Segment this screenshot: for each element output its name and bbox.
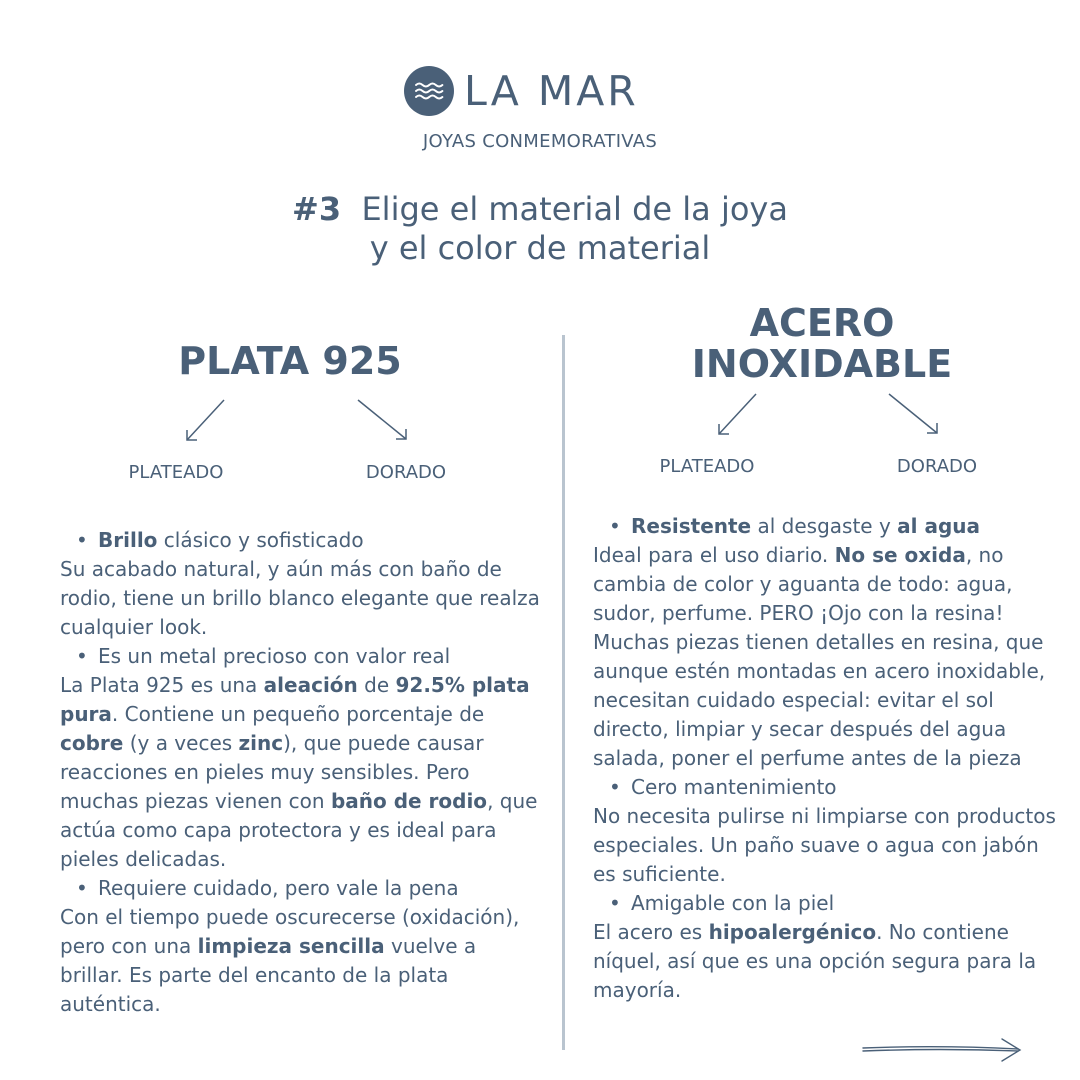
emphasis-text: No se oxida bbox=[834, 543, 966, 567]
brand-logo bbox=[404, 66, 674, 120]
bullet-icon: • bbox=[76, 876, 88, 900]
left-column-body bbox=[60, 526, 540, 1019]
step-number: #3 bbox=[292, 190, 342, 228]
bullet-point bbox=[60, 526, 540, 555]
right-title-line2: INOXIDABLE bbox=[691, 342, 953, 386]
body-text: clásico y sofisticado bbox=[157, 528, 364, 552]
left-column-title: PLATA 925 bbox=[178, 339, 402, 383]
right-column-title bbox=[622, 303, 1022, 385]
emphasis-text: hipoalergénico bbox=[708, 920, 877, 944]
right-title-line1: ACERO bbox=[749, 301, 895, 345]
long-arrow-right-icon[interactable] bbox=[860, 1035, 1026, 1065]
brand-name: LA MAR bbox=[464, 67, 639, 115]
body-text: Con el tiempo puede oscurecerse (oxidación), pero con una bbox=[60, 905, 520, 958]
bullet-description bbox=[60, 555, 540, 642]
page-title-line1 bbox=[0, 190, 1080, 229]
page-title bbox=[0, 190, 1080, 268]
bullet-icon: • bbox=[76, 528, 88, 552]
bullet-point bbox=[60, 642, 540, 671]
bullet-description bbox=[60, 671, 540, 874]
page-title-line2: y el color de material bbox=[369, 229, 711, 267]
emphasis-text: zinc bbox=[238, 731, 284, 755]
body-text: , no cambia de color y aguanta de todo: agua, sudor, perfume. PERO ¡Ojo con la resina! Muchas piezas tienen detalles en resina, que aunque estén montadas en acero inoxidable, necesitan cuidado especial: evitar el sol directo, limpiar y secar después del agua salada, poner el perfume antes de la pieza bbox=[593, 543, 1046, 770]
title-text-1: Elige el material de la joya bbox=[361, 190, 788, 228]
bullet-icon: • bbox=[609, 891, 621, 915]
body-text: La Plata 925 es una bbox=[60, 673, 264, 697]
body-text: . Contiene un pequeño porcentaje de bbox=[111, 702, 485, 726]
body-text: El acero es bbox=[593, 920, 709, 944]
arrow-down-right-icon bbox=[887, 390, 941, 440]
bullet-point bbox=[593, 512, 1063, 541]
body-text: Cero mantenimiento bbox=[631, 775, 837, 799]
emphasis-text: cobre bbox=[60, 731, 124, 755]
body-text: Amigable con la piel bbox=[631, 891, 835, 915]
column-divider bbox=[562, 335, 565, 1050]
bullet-description bbox=[593, 802, 1063, 889]
body-text: Requiere cuidado, pero vale la pena bbox=[98, 876, 459, 900]
waves-icon bbox=[404, 66, 454, 116]
bullet-point bbox=[593, 889, 1063, 918]
bullet-icon: • bbox=[609, 775, 621, 799]
right-column-body bbox=[593, 512, 1063, 1005]
bullet-icon: • bbox=[76, 644, 88, 668]
bullet-icon: • bbox=[609, 514, 621, 538]
emphasis-text: Brillo bbox=[98, 528, 158, 552]
emphasis-text: al agua bbox=[897, 514, 981, 538]
body-text: de bbox=[357, 673, 396, 697]
bullet-point bbox=[593, 773, 1063, 802]
body-text: , que actúa como capa protectora y es ideal para pieles delicadas. bbox=[60, 789, 538, 871]
emphasis-text: Resistente bbox=[631, 514, 752, 538]
body-text: Ideal para el uso diario. bbox=[593, 543, 835, 567]
body-text: ), que puede causar reacciones en pieles muy sensibles. Pero muchas piezas vienen con bbox=[60, 731, 484, 813]
body-text: No necesita pulirse ni limpiarse con productos especiales. Un paño suave o agua con jabón es suficiente. bbox=[593, 804, 1056, 886]
bullet-point bbox=[60, 874, 540, 903]
emphasis-text: 92.5% plata pura bbox=[60, 673, 530, 726]
body-text: (y a veces bbox=[123, 731, 239, 755]
bullet-description bbox=[593, 541, 1063, 773]
option-plateado: PLATEADO bbox=[128, 462, 224, 483]
body-text: al desgaste y bbox=[751, 514, 898, 538]
arrow-down-left-icon bbox=[182, 396, 232, 446]
option-dorado: DORADO bbox=[896, 456, 978, 477]
option-dorado: DORADO bbox=[365, 462, 447, 483]
emphasis-text: baño de rodio bbox=[330, 789, 488, 813]
body-text: . No contiene níquel, así que es una opción segura para la mayoría. bbox=[593, 920, 1037, 1002]
emphasis-text: aleación bbox=[263, 673, 358, 697]
emphasis-text: limpieza sencilla bbox=[197, 934, 385, 958]
body-text: Es un metal precioso con valor real bbox=[98, 644, 451, 668]
option-plateado: PLATEADO bbox=[659, 456, 755, 477]
bullet-description bbox=[593, 918, 1063, 1005]
bullet-description bbox=[60, 903, 540, 1019]
arrow-down-left-icon bbox=[714, 390, 764, 440]
body-text: vuelve a brillar. Es parte del encanto de la plata auténtica. bbox=[60, 934, 477, 1016]
body-text: Su acabado natural, y aún más con baño de rodio, tiene un brillo blanco elegante que realza cualquier look. bbox=[60, 557, 540, 639]
brand-tagline: JOYAS CONMEMORATIVAS bbox=[422, 131, 658, 152]
arrow-down-right-icon bbox=[356, 396, 410, 446]
